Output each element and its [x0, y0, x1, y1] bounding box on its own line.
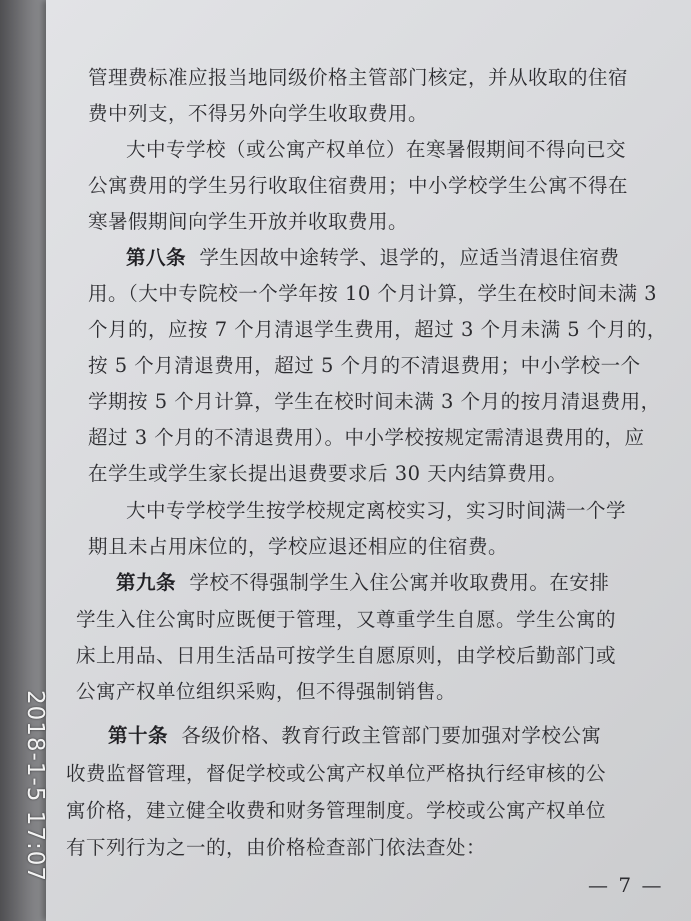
text-line: 用。（大中专院校一个学年按 10 个月计算，学生在校时间未满 3: [88, 282, 658, 305]
text-line: 管理费标准应报当地同级价格主管部门核定，并从收取的住宿: [88, 66, 629, 89]
article-label: 第八条: [126, 246, 187, 269]
text-line: 个月的，应按 7 个月清退学生费用，超过 3 个月未满 5 个月的，: [88, 318, 667, 341]
text-line: 学期按 5 个月计算，学生在校时间未满 3 个月的按月清退费用，: [88, 390, 661, 413]
article-label: 第九条: [116, 571, 177, 594]
text-line: 公寓费用的学生另行收取住宿费用；中小学校学生公寓不得在: [88, 174, 629, 197]
article-9-first-line: [116, 567, 609, 595]
article-text: 学生因故中途转学、退学的，应适当清退住宿费: [199, 246, 620, 269]
text-line: 超过 3 个月的不清退费用）。中小学校按规定需清退费用的，应: [88, 426, 645, 449]
article-8-first-line: [126, 242, 619, 270]
article-text: 各级价格、教育行政主管部门要加强对学校公寓: [181, 724, 602, 747]
text-line: 按 5 个月清退费用，超过 5 个月的不清退费用；中小学校一个: [88, 354, 641, 377]
text-line: 寓价格，建立健全收费和财务管理制度。学校或公寓产权单位: [66, 799, 607, 822]
article-10-first-line: [108, 720, 601, 748]
text-line: 学生入住公寓时应既便于管理，又尊重学生自愿。学生公寓的: [76, 608, 617, 631]
photo-timestamp: 2018-1-5 17:07: [22, 690, 48, 882]
text-line: 床上用品、日用生活品可按学生自愿原则，由学校后勤部门或: [76, 644, 617, 667]
text-line: 大中专学校学生按学校规定离校实习，实习时间满一个学: [126, 499, 627, 522]
document-page: [46, 0, 691, 921]
text-line: 期且未占用床位的，学校应退还相应的住宿费。: [88, 535, 509, 558]
text-line: 费中列支，不得另外向学生收取费用。: [88, 102, 429, 125]
article-text: 学校不得强制学生入住公寓并收取费用。在安排: [189, 571, 610, 594]
text-line: 大中专学校（或公寓产权单位）在寒暑假期间不得向已交: [126, 138, 627, 161]
photo-timestamp-overlay: [8, 0, 48, 921]
text-line: 在学生或学生家长提出退费要求后 30 天内结算费用。: [88, 462, 568, 485]
article-label: 第十条: [108, 724, 169, 747]
text-line: 有下列行为之一的，由价格检查部门依法查处：: [66, 836, 487, 859]
text-line: 收费监督管理，督促学校或公寓产权单位严格执行经审核的公: [66, 762, 607, 785]
page-number: — 7 —: [588, 873, 664, 897]
text-line: 寒暑假期间向学生开放并收取费用。: [88, 210, 409, 233]
text-line: 公寓产权单位组织采购，但不得强制销售。: [76, 680, 457, 703]
